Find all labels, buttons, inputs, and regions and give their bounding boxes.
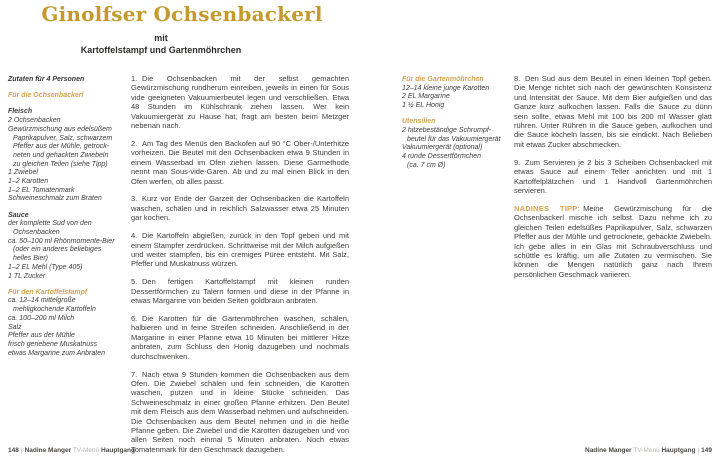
ingredient-group-heading: Für die Gartenmöhrchen xyxy=(402,76,484,83)
recipe-step-6: 6. Die Karotten für die Gartenmöhrchen waschen, schälen, halbieren und in feine Streifen schneiden. Anschließend in der Margarine in einer Pfanne etwa 10 Minuten bei mittlerer Hitze anbraten, zum Schluss den Honig dazugeben und nochmals durchschwenken. xyxy=(131,314,349,361)
footer-right xyxy=(585,447,712,455)
ingredient-line: 1–2 EL Tomatenmark xyxy=(8,186,75,194)
ingredient-line: Pfeffer aus der Mühle, getrock- xyxy=(13,143,110,151)
ingredient-line: 2 EL Margarine xyxy=(402,93,450,101)
footer-left xyxy=(8,447,135,455)
step-number: 2. xyxy=(131,138,138,148)
ingredient-line: helles Bier) xyxy=(13,255,49,263)
step-number: 4. xyxy=(131,231,138,241)
recipe-title: Ginolfser Ochsenbackerl xyxy=(41,2,323,26)
step-number: 8. xyxy=(514,74,521,83)
nadines-tipp xyxy=(514,204,712,279)
ingredient-line: ca. 12–14 mittelgroße xyxy=(8,297,76,305)
footer-series: TV-Menü xyxy=(72,447,100,454)
ingredient-group-heading: Für die Ochsenbackerl xyxy=(8,92,84,100)
ingredient-line: Paprikapulver, Salz, schwarzem xyxy=(13,134,113,142)
ingredient-line: beutel für das Vakuumiergerät xyxy=(407,135,501,143)
ingredient-line: 1 TL Zucker xyxy=(8,272,46,280)
ingredient-group-heading: Utensilien xyxy=(402,118,436,126)
ingredient-line: (oder ein anderes beliebiges xyxy=(13,246,102,254)
ingredient-line: Ochsenbacken xyxy=(13,229,60,237)
recipe-step-4: 4. Die Kartoffeln abgießen, zurück in den Topf geben und mit einem Stampfer zerdrücken. Schrittweise mit der Milch aufgießen und weiter stampfen, bis ein cremiges Püree entsteht. Mit Salz, Pfeffer und Muskatnuss würzen. xyxy=(131,231,349,269)
ingredient-subheading: Fleisch xyxy=(8,108,33,116)
step-number: 3. xyxy=(131,194,138,204)
footer-author: Nadine Manger xyxy=(24,447,72,454)
ingredient-line: 1 ½ EL Honig xyxy=(402,102,445,110)
ingredient-line: Salz xyxy=(8,323,22,331)
ingredients-heading: Zutaten für 4 Personen xyxy=(8,76,85,83)
page-number-right: 149 xyxy=(701,447,712,454)
step-number: 5. xyxy=(131,277,138,287)
ingredient-group-heading: Für den Kartoffelstampf xyxy=(8,288,88,296)
steps-column-left xyxy=(131,74,349,462)
ingredients-column-right xyxy=(402,76,510,171)
recipe-step-2: 2. Am Tag des Menüs den Backofen auf 90 °C Ober-/Unterhitze vorheizen. Die Beutel mit den Ochsenbacken etwa 9 Stunden in einem Wasserbad im Ofen ziehen lassen. Diese Garmethode nennt man Sous-vide-Garen. Ab und zu mal einen Blick in den Ofen werfen, ob alles passt. xyxy=(131,138,349,186)
ingredient-line: Vakuumiergerät (optional) xyxy=(402,144,483,152)
spacer xyxy=(8,85,120,93)
ingredient-line: neten und gehackten Zwiebeln xyxy=(13,151,109,159)
recipe-step-8: 8. Den Sud aus dem Beutel in einen kleinen Topf geben. Die Menge richtet sich nach der gewünschten Konsistenz und Intensität der Sauce. Mit dem Bier aufgießen und das Ganze kurz aufkochen lassen. Falls die Sauce zu dünn sein sollte, etwas Mehl mit 100 bis 200 ml Wasser glatt rühren. Unter Rühren in die Sauce geben, aufkochen und die Sauce köcheln lassen, bis sie eindickt. Nach Belieben mit etwas Zucker abschmecken. xyxy=(514,74,712,149)
ingredient-line: etwas Margarine zum Anbraten xyxy=(8,349,106,357)
step-number: 6. xyxy=(131,314,138,324)
ingredient-line: zu gleichen Teilen (siehe Tipp) xyxy=(13,160,108,168)
recipe-subtitle-line2: Kartoffelstampf und Gartenmöhrchen xyxy=(80,44,242,55)
footer-series: TV-Menü xyxy=(633,447,660,454)
ingredient-subheading: Sauce xyxy=(8,211,29,219)
ingredient-line: Gewürzmischung aus edelsüßem xyxy=(8,125,112,133)
spacer xyxy=(8,204,120,212)
recipe-step-5: 5. Den fertigen Kartoffelstampf mit kleinen runden Dessertförmchen zu Talern formen und diese in der Pfanne in etwas Margarine von beiden Seiten goldbraun anbraten. xyxy=(131,277,349,306)
recipe-step-7: 7. Nach etwa 9 Stunden kommen die Ochsenbacken aus dem Ofen. Die Zwiebel schälen und fein schneiden, die Karotten waschen, putzen und in kleine Stücke schneiden. Das Schweineschmalz in einer großen Pfanne erhitzen. Den Beutel mit dem Fleisch aus dem Wasserbad nehmen und aufschneiden. Die Ochsenbacken aus dem Beutel nehmen und in die heiße Pfanne geben. Die Zwiebel und die Karotten dazugeben und von allen Seiten noch einmal 5 Minuten anbraten. Noch etwas Tomatenmark für den Geschmack dazugeben. xyxy=(131,369,349,454)
ingredient-line: 4 runde Dessertförmchen xyxy=(402,153,481,161)
footer-section: Hauptgang xyxy=(661,447,696,454)
recipe-header xyxy=(0,3,364,26)
step-number: 7. xyxy=(131,369,138,379)
ingredient-line: 1 Zwiebel xyxy=(8,169,38,177)
ingredient-line: der komplette Sud von den xyxy=(8,220,92,228)
ingredient-line: mehligkochende Kartoffeln xyxy=(13,306,96,314)
tip-label: NADINES TIPP: xyxy=(514,203,581,213)
recipe-step-3: 3. Kurz vor Ende der Garzeit der Ochsenbacken die Kartoffeln waschen, schälen und in reichlich Salzwasser etwa 25 Minuten gar kochen. xyxy=(131,194,349,223)
recipe-subtitle xyxy=(0,33,322,56)
recipe-step-9: 9. Zum Servieren je 2 bis 3 Scheiben Ochsenbackerl mit etwas Sauce auf einem Teller anrichten und mit 1 Kartoffelplätzchen und 1 Handvoll Gartenmöhrchen servieren. xyxy=(514,157,712,195)
footer-author: Nadine Manger xyxy=(585,447,632,454)
ingredient-line: frisch geriebene Muskatnuss xyxy=(8,340,98,348)
ingredients-column-left xyxy=(8,76,120,358)
spacer xyxy=(8,281,120,289)
ingredient-line: 2 hitzebeständige Schrumpf- xyxy=(402,127,492,135)
ingredient-line: Pfeffer aus der Mühle xyxy=(8,332,75,340)
step-number: 1. xyxy=(131,74,138,83)
recipe-subtitle-line1: mit xyxy=(154,33,168,43)
page-number-left: 148 xyxy=(8,447,19,454)
ingredient-line: Schweineschmalz zum Braten xyxy=(8,195,102,203)
recipe-step-1: 1. Die Ochsenbacken mit der selbst gemachten Gewürzmischung rundherum einreiben, jeweils in einen für Sous vide geeigneten Vakuumierbeutel legen und verschließen. Etwa 48 Stunden im Kühlschrank ziehen lassen. Wer kein Vakuumiergerät zu Hause hat, fragt am besten beim Metzger nebenan nach. xyxy=(131,74,349,131)
ingredient-line: ca. 100–200 ml Milch xyxy=(8,314,75,322)
footer-separator: | xyxy=(697,447,700,454)
steps-right-list xyxy=(514,74,712,195)
ingredient-line: ca. 50–100 ml Rhönmomente-Bier xyxy=(8,237,115,245)
spacer xyxy=(8,101,120,109)
steps-column-right xyxy=(514,74,712,288)
spacer xyxy=(402,111,510,119)
footer-separator: | xyxy=(20,447,23,454)
tip-text: Meine Gewürzmischung für die Ochsenbackerl mische ich selbst. Dazu nehme ich zu gleichen Teilen edelsüßes Paprikapulver, Salz, schwarzen Pfeffer aus der Mühle und getrocknete, gehackte Zwiebeln. Ich gebe alles in ein Glas mit Schraubverschluss und schüttle es kräftig, um alle Zutaten zu vermischen. Sie können die Mengen natürlich ganz nach Ihrem persönlichen Geschmack variieren. xyxy=(514,203,712,279)
ingredient-line: 1–2 Karotten xyxy=(8,178,49,186)
ingredient-line: (ca. 7 cm Ø) xyxy=(407,161,446,169)
footer-section: Hauptgang xyxy=(101,447,135,454)
ingredient-line: 1–2 EL Mehl (Type 405) xyxy=(8,263,83,271)
ingredient-line: 12–14 kleine junge Karotten xyxy=(402,84,490,92)
step-number: 9. xyxy=(514,157,521,167)
ingredient-line: 2 Ochsenbacken xyxy=(8,117,61,125)
